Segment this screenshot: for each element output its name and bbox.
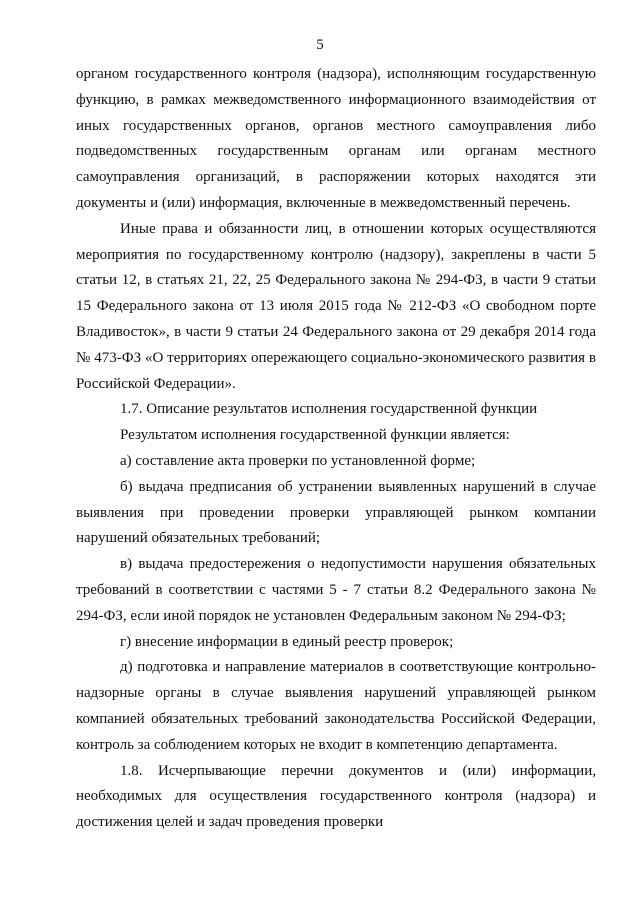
list-item-d: д) подготовка и направление материалов в соответствующие контрольно-надзорные органы в случае выявления нарушений управляющей рынком компанией обязательных требований законодательства Российской Федерации, контроль за соблюдением которых не входит в компетенцию департамента. [76,659,596,753]
list-item-a: а) составление акта проверки по установленной форме; [120,452,476,469]
paragraph-rights-obligations: Иные права и обязанности лиц, в отношении которых осуществляются мероприятия по государственному контролю (надзору), закреплены в части 5 статьи 12, в статьях 21, 22, 25 Федерального закона № 294-ФЗ, в части 9 статьи 15 Федерального закона от 13 июля 2015 года № 212-ФЗ «О свободном порте Владивосток», в части 9 статьи 24 Федерального закона от 29 декабря 2014 года № 473-ФЗ «О территориях опережающего социально-экономического развития в Российской Федерации». [76,220,596,392]
section-heading-1-7: 1.7. Описание результатов исполнения государственной функции [120,401,538,418]
page-number: 5 [316,37,324,53]
paragraph-result-intro: Результатом исполнения государственной функции является: [120,427,510,444]
section-heading-1-8: 1.8. Исчерпывающие перечни документов и (или) информации, необходимых для осуществления государственного контроля (надзора) и достижения целей и задач проведения проверки [76,762,596,831]
list-item-g: г) внесение информации в единый реестр проверок; [120,633,454,650]
paragraph-continuation: органом государственного контроля (надзора), исполняющим государственную функцию, в рамках межведомственного информационного взаимодействия от иных государственных органов, органов местного самоуправления либо подведомственных государственным органам или органам местного самоуправления организаций, в распоряжении которых находятся эти документы и (или) информация, включенные в межведомственный перечень. [76,66,596,211]
list-item-b: б) выдача предписания об устранении выявленных нарушений в случае выявления при проведении проверки управляющей рынком компании нарушений обязательных требований; [76,478,596,547]
list-item-v: в) выдача предостережения о недопустимости нарушения обязательных требований в соответствии с частями 5 - 7 статьи 8.2 Федерального закона № 294-ФЗ, если иной порядок не установлен Федеральным законом № 294-ФЗ; [76,556,596,624]
document-body [76,62,596,836]
